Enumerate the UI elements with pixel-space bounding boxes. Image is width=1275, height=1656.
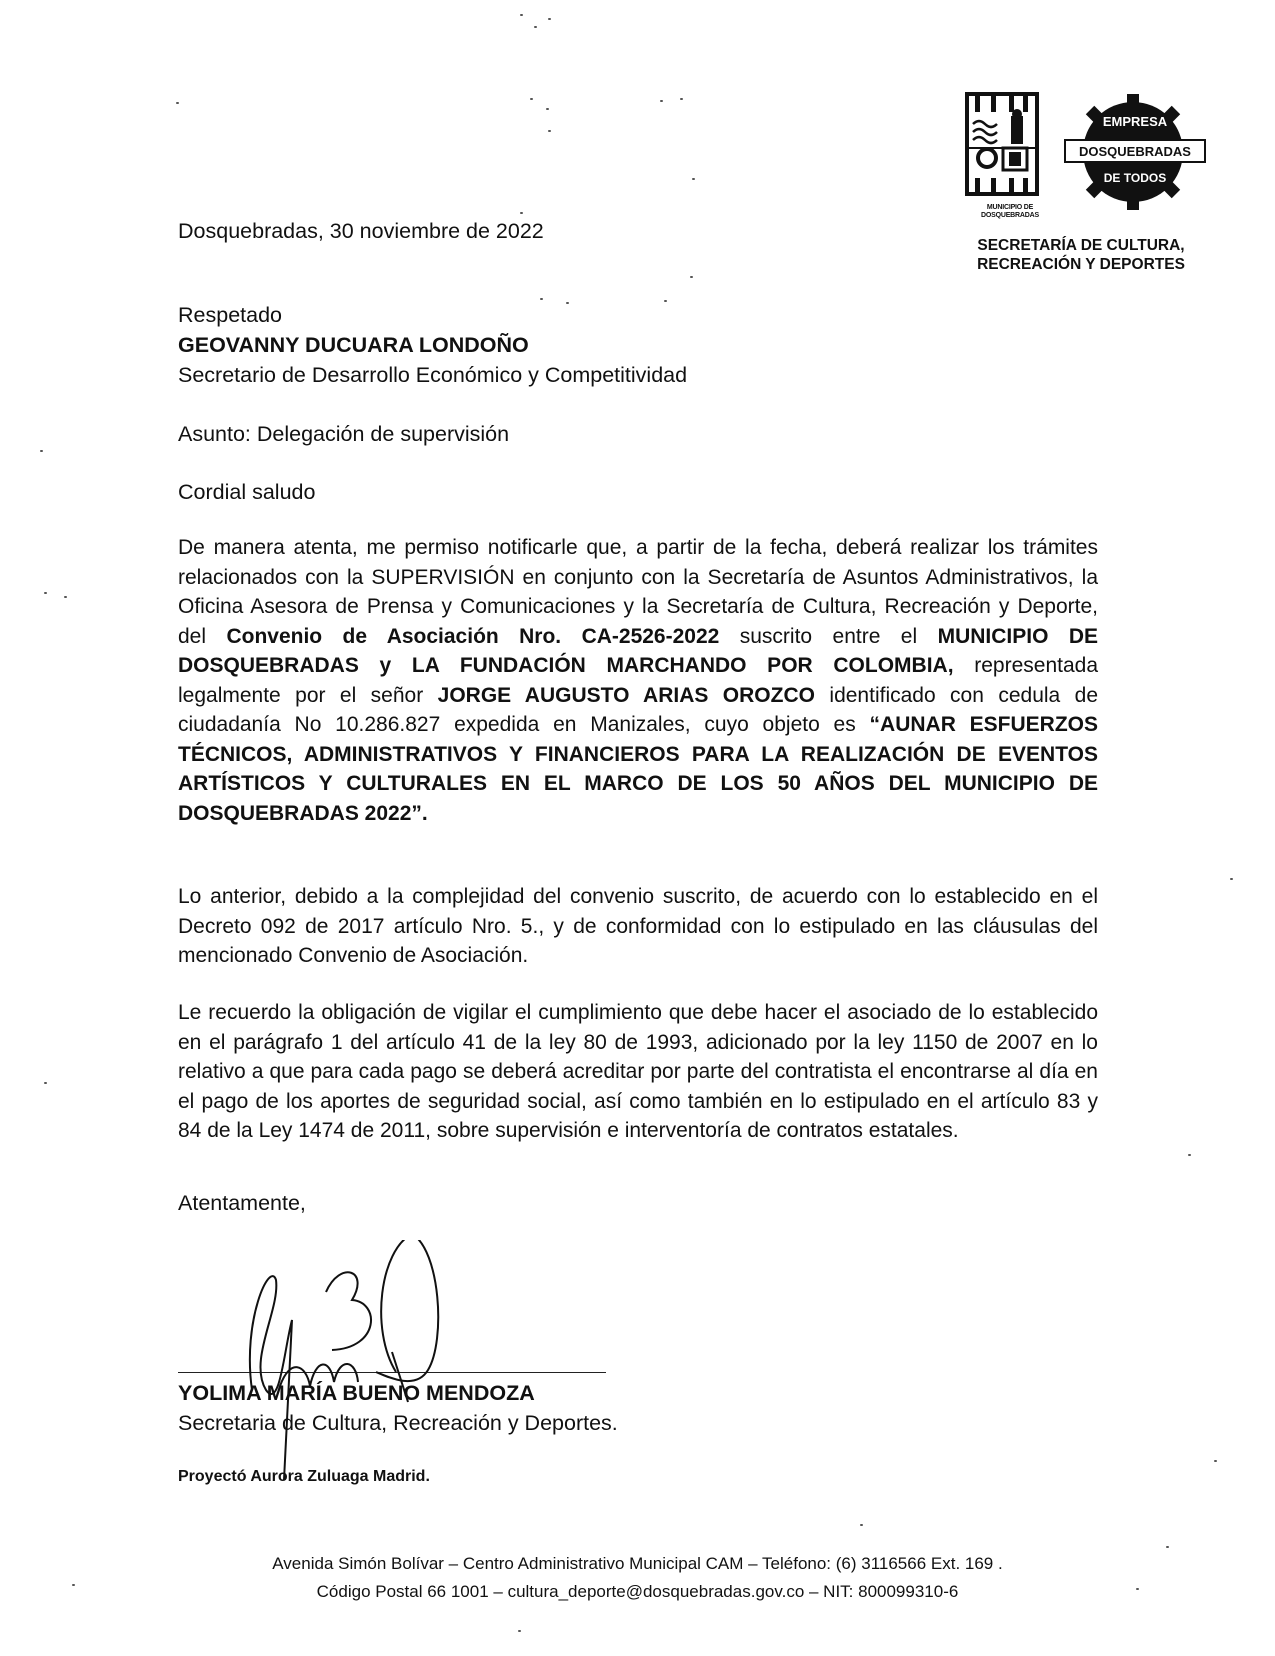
- seal-text: DOSQUEBRADAS: [1079, 144, 1191, 159]
- scan-speck: [44, 592, 47, 594]
- greeting: Cordial saludo: [178, 480, 316, 504]
- department-name: SECRETARÍA DE CULTURA, RECREACIÓN Y DEPORTES: [977, 237, 1185, 273]
- scan-speck: [692, 178, 695, 180]
- scan-speck: [1230, 878, 1233, 880]
- municipal-shield-icon: [965, 92, 1039, 200]
- scan-speck: [548, 18, 551, 20]
- subject-line: Asunto: Delegación de supervisión: [178, 422, 510, 446]
- scan-speck: [176, 102, 179, 104]
- handwritten-signature: [240, 1240, 480, 1500]
- signer-title: Secretaria de Cultura, Recreación y Deportes.: [178, 1411, 618, 1435]
- scan-speck: [44, 1082, 47, 1084]
- salutation: Respetado: [178, 303, 282, 327]
- drafted-by: Proyectó Aurora Zuluaga Madrid.: [178, 1468, 430, 1485]
- legal-representative: JORGE AUGUSTO ARIAS OROZCO: [437, 683, 815, 707]
- scan-speck: [64, 596, 67, 598]
- scan-speck: [518, 1630, 521, 1632]
- letterhead-logos: [965, 92, 1215, 272]
- body-paragraph-1: [178, 533, 1098, 828]
- scan-speck: [1188, 1154, 1191, 1156]
- empresa-gear-seal-icon: [1061, 92, 1211, 212]
- signer-name: YOLIMA MARÍA BUENO MENDOZA: [178, 1381, 535, 1405]
- recipient-name: GEOVANNY DUCUARA LONDOÑO: [178, 333, 529, 357]
- scan-speck: [530, 98, 533, 100]
- scan-speck: [548, 130, 551, 132]
- scan-speck: [540, 298, 543, 300]
- scan-speck: [534, 26, 537, 28]
- closing: Atentamente,: [178, 1191, 306, 1215]
- footer-address: Avenida Simón Bolívar – Centro Administrativo Municipal CAM – Teléfono: (6) 3116566 Ext. 169 .: [272, 1554, 1003, 1573]
- scan-speck: [546, 108, 549, 110]
- scan-speck: [520, 212, 523, 214]
- municipality-caption: MUNICIPIO DE DOSQUEBRADAS: [981, 204, 1039, 219]
- scan-speck: [664, 300, 667, 302]
- p1-text-3: representada legalmente por el señor: [178, 654, 1098, 707]
- scan-speck: [1166, 1546, 1169, 1548]
- agreement-object: “AUNAR ESFUERZOS TÉCNICOS, ADMINISTRATIVOS Y FINANCIEROS PARA LA REALIZACIÓN DE EVENTOS ARTÍSTICOS Y CULTURALES EN EL MARCO DE LOS 50 AÑOS DEL MUNICIPIO DE DOSQUEBRADAS 2022”.: [178, 713, 1098, 825]
- body-paragraph-3: Le recuerdo la obligación de vigilar el cumplimiento que debe hacer el asociado de lo establecido en el parágrafo 1 del artículo 41 de la ley 80 de 1993, adicionado por la ley 1150 de 2007 en lo relativo a que para cada pago se deberá acreditar por parte del contratista el encontrarse al día en el pago de los aportes de seguridad social, así como también en lo estipulado en el artículo 83 y 84 de la Ley 1474 de 2011, sobre supervisión e interventoría de contratos estatales.: [178, 1001, 1098, 1142]
- scan-speck: [690, 276, 693, 278]
- scan-speck: [660, 100, 663, 102]
- seal-bottom-text: DE TODOS: [1103, 171, 1167, 185]
- p1-text-4: identificado con cedula de ciudadanía No 10.286.827 expedida en Manizales, cuyo objeto es: [178, 683, 1098, 736]
- body-paragraph-2: Lo anterior, debido a la complejidad del convenio suscrito, de acuerdo con lo establecido en el Decreto 092 de 2017 artículo Nro. 5., y de conformidad con lo estipulado en las cláusulas del mencionado Convenio de Asociación.: [178, 885, 1098, 967]
- p1-text-1: De manera atenta, me permiso notificarle que, a partir de la fecha, deberá realizar los trámites relacionados con la SUPERVISIÓN en conjunto con la Secretaría de Asuntos Administrativos, la Oficina Asesora de Prensa y Comunicaciones y la Secretaría de Cultura, Recreación y Deporte, del: [178, 536, 1098, 648]
- scan-speck: [680, 98, 683, 100]
- letter-date: Dosquebradas, 30 noviembre de 2022: [178, 219, 544, 243]
- seal-arc-text: EMPRESA: [1102, 114, 1168, 129]
- p1-text-2: suscrito entre el: [719, 624, 938, 648]
- scan-speck: [1214, 1460, 1217, 1462]
- footer-contact: Código Postal 66 1001 – cultura_deporte@dosquebradas.gov.co – NIT: 800099310-6: [316, 1582, 959, 1601]
- agreement-parties: MUNICIPIO DE DOSQUEBRADAS y LA FUNDACIÓN MARCHANDO POR COLOMBIA,: [178, 624, 1099, 677]
- scan-speck: [860, 1524, 863, 1526]
- agreement-number: Convenio de Asociación Nro. CA-2526-2022: [226, 624, 720, 648]
- scan-speck: [40, 450, 43, 452]
- scan-speck: [566, 302, 569, 304]
- recipient-title: Secretario de Desarrollo Económico y Competitividad: [178, 363, 688, 387]
- scan-speck: [520, 14, 523, 16]
